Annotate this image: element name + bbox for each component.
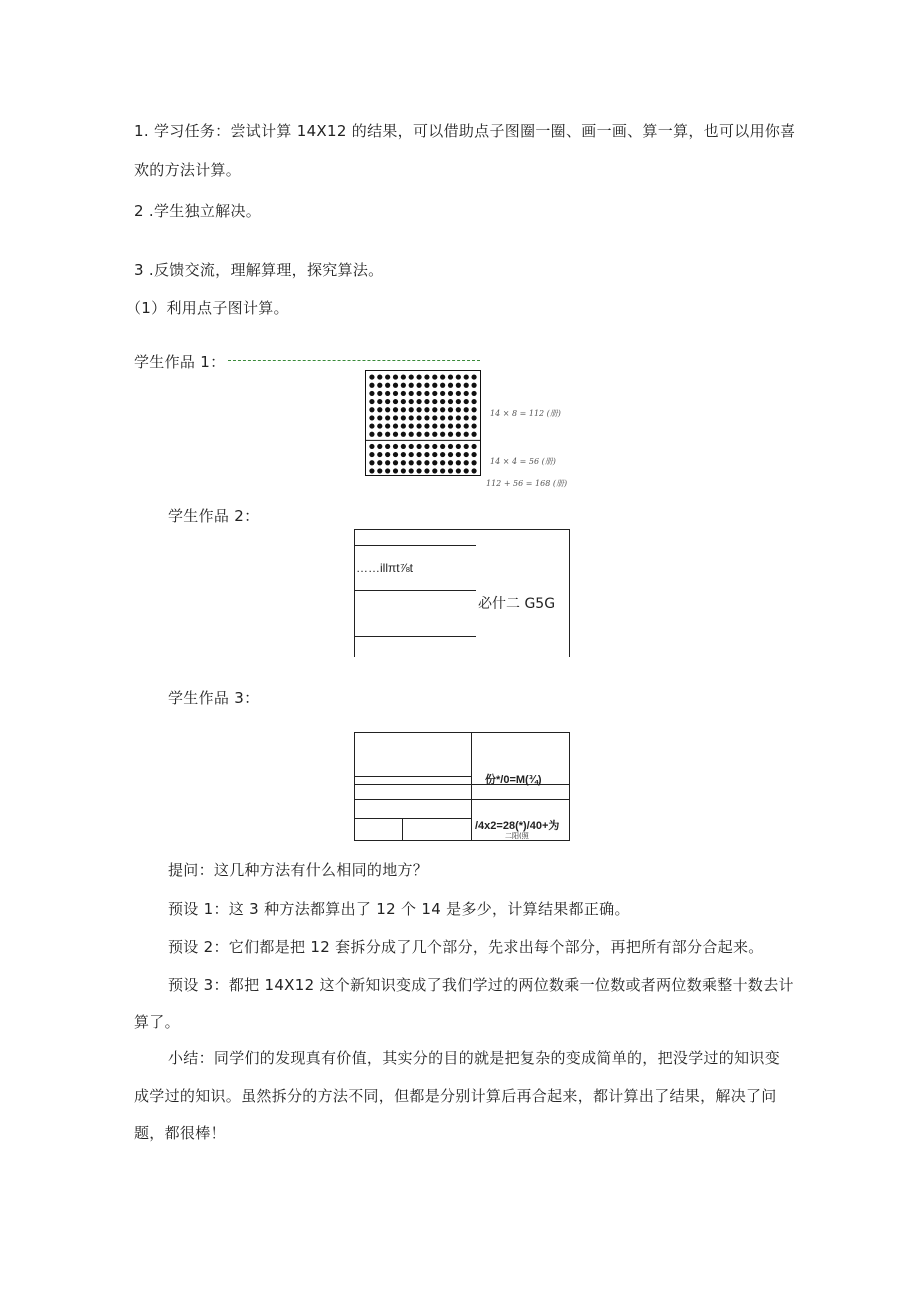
dot <box>409 423 414 428</box>
dot <box>416 374 421 379</box>
dot <box>440 383 445 388</box>
dot <box>424 468 429 473</box>
preset-3-line-2: 算了。 <box>134 1013 180 1031</box>
dot <box>432 391 437 396</box>
dot <box>471 444 476 449</box>
dot <box>401 407 406 412</box>
dot <box>440 407 445 412</box>
dot <box>456 399 461 404</box>
dot <box>448 383 453 388</box>
dot <box>464 432 469 437</box>
dot <box>424 423 429 428</box>
dot <box>456 407 461 412</box>
dot <box>401 423 406 428</box>
dot <box>432 374 437 379</box>
summary-line-1: 小结：同学们的发现真有价值，其实分的目的就是把复杂的变成简单的，把没学过的知识变 <box>168 1049 781 1067</box>
preset-1: 预设 1：这 3 种方法都算出了 12 个 14 是多少，计算结果都正确。 <box>168 900 630 918</box>
task-line-1: 1. 学习任务：尝试计算 14X12 的结果，可以借助点子图圈一圈、画一画、算一算，也可以用你喜 <box>134 122 796 140</box>
dot <box>385 391 390 396</box>
dot <box>448 423 453 428</box>
dot <box>416 452 421 457</box>
dot <box>377 444 382 449</box>
dot <box>377 452 382 457</box>
dot <box>440 432 445 437</box>
dot <box>471 374 476 379</box>
dot <box>393 432 398 437</box>
dot <box>432 444 437 449</box>
dot <box>464 444 469 449</box>
dot <box>401 432 406 437</box>
dot-eq-3: 112 + 56 = 168 (册) <box>486 479 568 488</box>
dot <box>440 399 445 404</box>
dot <box>471 415 476 420</box>
preset-2: 预设 2：它们都是把 12 套拆分成了几个部分，先求出每个部分，再把所有部分合起来。 <box>168 938 764 956</box>
dot <box>424 383 429 388</box>
dot <box>440 391 445 396</box>
dot <box>456 432 461 437</box>
dot <box>393 407 398 412</box>
dot <box>385 452 390 457</box>
work-3-figure <box>354 732 570 841</box>
dot <box>377 399 382 404</box>
dot <box>456 374 461 379</box>
dot <box>409 452 414 457</box>
dot <box>393 452 398 457</box>
dot <box>456 383 461 388</box>
dot <box>393 415 398 420</box>
step-3-sub-1: （1）利用点子图计算。 <box>126 299 289 317</box>
dot <box>471 423 476 428</box>
dot <box>464 399 469 404</box>
dot <box>471 468 476 473</box>
dot <box>440 468 445 473</box>
dot <box>448 460 453 465</box>
dot <box>440 460 445 465</box>
work-2-figure <box>354 529 570 657</box>
dot <box>432 407 437 412</box>
dot <box>448 374 453 379</box>
dot <box>385 374 390 379</box>
dot <box>369 391 374 396</box>
dot <box>393 383 398 388</box>
dot <box>424 444 429 449</box>
dot <box>471 432 476 437</box>
dot <box>448 407 453 412</box>
dot <box>369 452 374 457</box>
dot <box>409 468 414 473</box>
question: 提问：这几种方法有什么相同的地方？ <box>168 861 429 879</box>
dot <box>385 399 390 404</box>
work-3-label: 学生作品 3： <box>168 689 260 707</box>
preset-3-line-1: 预设 3：都把 14X12 这个新知识变成了我们学过的两位数乘一位数或者两位数乘整十数去计 <box>168 976 794 994</box>
dot <box>369 415 374 420</box>
dot <box>409 399 414 404</box>
dot <box>471 452 476 457</box>
dot-grid <box>365 370 481 476</box>
dot <box>385 460 390 465</box>
dot <box>377 391 382 396</box>
dot <box>416 460 421 465</box>
dot <box>471 391 476 396</box>
dot <box>416 444 421 449</box>
dot <box>456 423 461 428</box>
dot <box>424 391 429 396</box>
dot <box>401 391 406 396</box>
dashed-rule <box>228 360 480 361</box>
dot <box>424 415 429 420</box>
dot <box>409 407 414 412</box>
dot <box>401 468 406 473</box>
step-2: 2 .学生独立解决。 <box>134 202 262 220</box>
dot <box>432 399 437 404</box>
dot <box>456 415 461 420</box>
dot <box>401 415 406 420</box>
dot <box>377 374 382 379</box>
dot <box>416 423 421 428</box>
dot <box>456 468 461 473</box>
dot <box>464 374 469 379</box>
dot <box>385 444 390 449</box>
dot <box>377 415 382 420</box>
dot-grid-figure <box>365 370 481 476</box>
dot <box>464 391 469 396</box>
dot <box>393 444 398 449</box>
dot <box>471 407 476 412</box>
dot <box>409 415 414 420</box>
dot <box>369 423 374 428</box>
step-3: 3 .反馈交流，理解算理，探究算法。 <box>134 261 384 279</box>
dot <box>385 468 390 473</box>
dot <box>369 399 374 404</box>
dot <box>456 460 461 465</box>
dot <box>369 407 374 412</box>
dot <box>377 468 382 473</box>
dot <box>432 383 437 388</box>
dot <box>393 374 398 379</box>
dot <box>369 374 374 379</box>
work-3-ocr-1: 份*/0=M(¾) <box>485 774 542 786</box>
dot <box>432 415 437 420</box>
dot <box>416 468 421 473</box>
work-3-ocr-2: /4x2=28(*)/40+为 <box>475 820 560 832</box>
dot <box>377 423 382 428</box>
dot <box>424 399 429 404</box>
dot <box>401 383 406 388</box>
dot <box>401 374 406 379</box>
dot <box>432 423 437 428</box>
dot <box>377 460 382 465</box>
dot <box>471 383 476 388</box>
work-3-ocr-3: 二阳(照 <box>505 832 529 840</box>
task-line-2: 欢的方法计算。 <box>134 161 242 179</box>
dot <box>369 444 374 449</box>
dot <box>401 452 406 457</box>
dot <box>440 423 445 428</box>
dot <box>385 415 390 420</box>
dot-eq-1: 14 × 8 = 112 (册) <box>490 409 561 418</box>
dot <box>393 423 398 428</box>
dot <box>393 399 398 404</box>
summary-line-2: 成学过的知识。虽然拆分的方法不同，但都是分别计算后再合起来，都计算出了结果，解决了问 <box>134 1087 777 1105</box>
dot <box>409 374 414 379</box>
dot <box>432 460 437 465</box>
dot <box>401 444 406 449</box>
dot <box>471 460 476 465</box>
dot <box>416 391 421 396</box>
dot <box>471 399 476 404</box>
dot <box>424 452 429 457</box>
dot <box>464 423 469 428</box>
dot <box>432 432 437 437</box>
dot <box>424 374 429 379</box>
dot <box>416 415 421 420</box>
dot <box>401 460 406 465</box>
dot <box>416 383 421 388</box>
dot <box>448 391 453 396</box>
dot <box>409 383 414 388</box>
dot <box>440 452 445 457</box>
dot <box>448 432 453 437</box>
dot <box>409 432 414 437</box>
work-2-label: 学生作品 2： <box>168 507 260 525</box>
dot <box>393 468 398 473</box>
dot <box>409 391 414 396</box>
summary-line-3: 题，都很棒！ <box>134 1124 226 1142</box>
work-2-ocr-1: ……illπt⅞t <box>356 561 413 575</box>
dot <box>385 423 390 428</box>
dot <box>416 399 421 404</box>
dot <box>369 432 374 437</box>
dot <box>456 452 461 457</box>
dot <box>456 444 461 449</box>
dot <box>377 407 382 412</box>
dot <box>393 460 398 465</box>
work-2-ocr-2: 必什二 G5G <box>478 596 556 612</box>
dot <box>409 444 414 449</box>
dot <box>448 415 453 420</box>
dot <box>448 468 453 473</box>
dot <box>409 460 414 465</box>
dot <box>369 468 374 473</box>
work-1-label: 学生作品 1： <box>134 353 226 371</box>
dot <box>385 383 390 388</box>
dot <box>424 460 429 465</box>
dot <box>448 452 453 457</box>
dot <box>456 391 461 396</box>
dot <box>440 444 445 449</box>
dot <box>385 432 390 437</box>
dot <box>377 383 382 388</box>
dot <box>448 444 453 449</box>
dot <box>440 415 445 420</box>
dot <box>440 374 445 379</box>
dot <box>377 432 382 437</box>
dot <box>464 407 469 412</box>
dot <box>432 468 437 473</box>
dot <box>464 468 469 473</box>
dot <box>448 399 453 404</box>
dot <box>385 407 390 412</box>
dot <box>369 383 374 388</box>
dot <box>464 415 469 420</box>
dot <box>432 452 437 457</box>
dot <box>424 432 429 437</box>
dot <box>464 460 469 465</box>
dot <box>464 452 469 457</box>
dot <box>424 407 429 412</box>
dot <box>416 432 421 437</box>
dot <box>464 383 469 388</box>
dot-eq-2: 14 × 4 = 56 (册) <box>490 457 556 466</box>
dot <box>393 391 398 396</box>
dot <box>416 407 421 412</box>
dot <box>369 460 374 465</box>
dot <box>401 399 406 404</box>
